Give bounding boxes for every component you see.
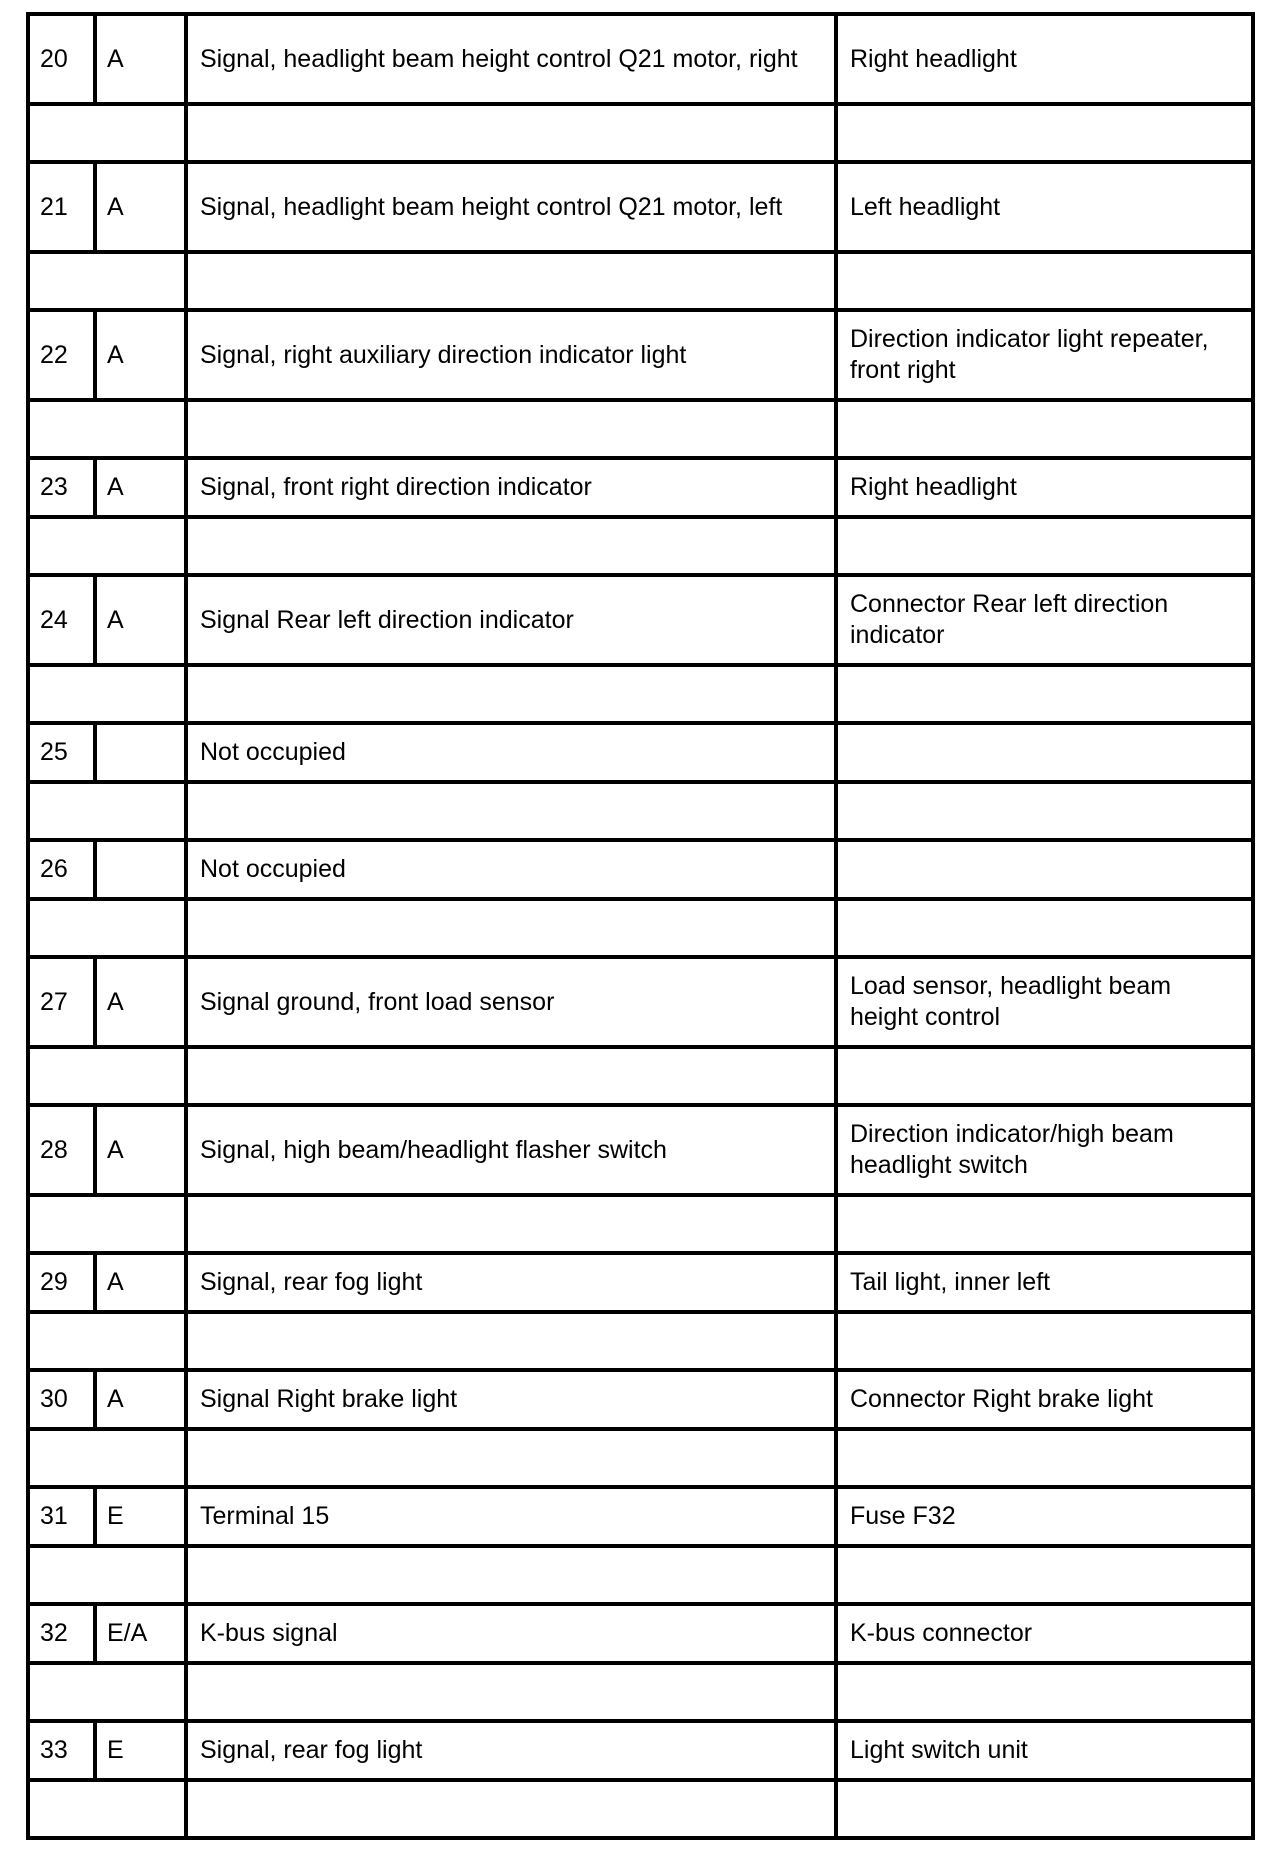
type-cell — [95, 723, 186, 782]
table-row — [28, 1487, 1253, 1546]
type-cell: A — [95, 575, 186, 665]
connection-cell: Connector Rear left direction indicator — [836, 575, 1253, 665]
description-cell: Signal, right auxiliary direction indicator light — [186, 310, 836, 400]
table-row — [28, 840, 1253, 899]
spacer-row — [28, 1546, 1253, 1604]
table-row — [28, 1370, 1253, 1429]
description-cell: Signal, rear fog light — [186, 1721, 836, 1780]
pin-cell: 27 — [28, 957, 95, 1047]
description-cell: Not occupied — [186, 840, 836, 899]
empty-cell — [28, 1312, 186, 1370]
spacer-row — [28, 104, 1253, 162]
spacer-row — [28, 400, 1253, 458]
empty-cell — [836, 1429, 1253, 1487]
pin-cell: 24 — [28, 575, 95, 665]
type-cell: A — [95, 1105, 186, 1195]
pin-cell: 30 — [28, 1370, 95, 1429]
connection-cell: Right headlight — [836, 14, 1253, 104]
spacer-row — [28, 665, 1253, 723]
spacer-row — [28, 899, 1253, 957]
empty-cell — [836, 782, 1253, 840]
type-cell: A — [95, 310, 186, 400]
connection-cell: K-bus connector — [836, 1604, 1253, 1663]
empty-cell — [836, 252, 1253, 310]
type-cell: A — [95, 458, 186, 517]
empty-cell — [186, 899, 836, 957]
table-row — [28, 1105, 1253, 1195]
type-cell: A — [95, 1370, 186, 1429]
empty-cell — [28, 899, 186, 957]
empty-cell — [186, 252, 836, 310]
pin-cell: 23 — [28, 458, 95, 517]
empty-cell — [28, 1195, 186, 1253]
spacer-row — [28, 1047, 1253, 1105]
connection-cell: Direction indicator/high beam headlight switch — [836, 1105, 1253, 1195]
empty-cell — [186, 1195, 836, 1253]
connection-cell — [836, 840, 1253, 899]
connection-cell — [836, 723, 1253, 782]
empty-cell — [186, 1429, 836, 1487]
type-cell: E — [95, 1721, 186, 1780]
empty-cell — [28, 1546, 186, 1604]
description-cell: Signal, rear fog light — [186, 1253, 836, 1312]
description-cell: Signal ground, front load sensor — [186, 957, 836, 1047]
spacer-row — [28, 1429, 1253, 1487]
connection-cell: Load sensor, headlight beam height control — [836, 957, 1253, 1047]
empty-cell — [186, 1780, 836, 1838]
table-row — [28, 957, 1253, 1047]
empty-cell — [28, 782, 186, 840]
empty-cell — [28, 400, 186, 458]
spacer-row — [28, 517, 1253, 575]
spacer-row — [28, 1195, 1253, 1253]
connection-cell: Left headlight — [836, 162, 1253, 252]
table-body — [28, 14, 1253, 1838]
type-cell: A — [95, 1253, 186, 1312]
empty-cell — [186, 1312, 836, 1370]
empty-cell — [836, 1047, 1253, 1105]
table-row — [28, 458, 1253, 517]
empty-cell — [186, 1546, 836, 1604]
pin-cell: 20 — [28, 14, 95, 104]
connection-cell: Connector Right brake light — [836, 1370, 1253, 1429]
empty-cell — [836, 1780, 1253, 1838]
empty-cell — [836, 1312, 1253, 1370]
empty-cell — [186, 517, 836, 575]
empty-cell — [836, 1195, 1253, 1253]
description-cell: Signal, headlight beam height control Q21 motor, left — [186, 162, 836, 252]
table-row — [28, 1253, 1253, 1312]
type-cell: A — [95, 957, 186, 1047]
description-cell: Signal Right brake light — [186, 1370, 836, 1429]
empty-cell — [836, 1663, 1253, 1721]
description-cell: Signal, high beam/headlight flasher switch — [186, 1105, 836, 1195]
table-row — [28, 1721, 1253, 1780]
pin-cell: 26 — [28, 840, 95, 899]
spacer-row — [28, 252, 1253, 310]
connection-cell: Right headlight — [836, 458, 1253, 517]
type-cell: A — [95, 162, 186, 252]
pin-cell: 28 — [28, 1105, 95, 1195]
connection-cell: Tail light, inner left — [836, 1253, 1253, 1312]
description-cell: Signal, front right direction indicator — [186, 458, 836, 517]
empty-cell — [836, 517, 1253, 575]
empty-cell — [836, 104, 1253, 162]
connection-cell: Light switch unit — [836, 1721, 1253, 1780]
empty-cell — [186, 400, 836, 458]
pin-assignment-table — [26, 12, 1255, 1840]
empty-cell — [28, 104, 186, 162]
pin-cell: 25 — [28, 723, 95, 782]
pin-cell: 21 — [28, 162, 95, 252]
description-cell: Signal Rear left direction indicator — [186, 575, 836, 665]
empty-cell — [186, 665, 836, 723]
empty-cell — [28, 1663, 186, 1721]
pin-cell: 31 — [28, 1487, 95, 1546]
empty-cell — [836, 665, 1253, 723]
empty-cell — [186, 104, 836, 162]
pin-cell: 33 — [28, 1721, 95, 1780]
empty-cell — [836, 1546, 1253, 1604]
table-row — [28, 723, 1253, 782]
empty-cell — [186, 1663, 836, 1721]
empty-cell — [186, 782, 836, 840]
pin-cell: 22 — [28, 310, 95, 400]
connection-cell: Direction indicator light repeater, front right — [836, 310, 1253, 400]
empty-cell — [836, 400, 1253, 458]
empty-cell — [186, 1047, 836, 1105]
table-row — [28, 1604, 1253, 1663]
spacer-row — [28, 1663, 1253, 1721]
table-row — [28, 575, 1253, 665]
type-cell: E — [95, 1487, 186, 1546]
spacer-row — [28, 782, 1253, 840]
empty-cell — [28, 1047, 186, 1105]
table-row — [28, 14, 1253, 104]
table-row — [28, 162, 1253, 252]
type-cell: A — [95, 14, 186, 104]
type-cell — [95, 840, 186, 899]
empty-cell — [28, 1429, 186, 1487]
type-cell: E/A — [95, 1604, 186, 1663]
description-cell: K-bus signal — [186, 1604, 836, 1663]
empty-cell — [28, 252, 186, 310]
empty-cell — [28, 517, 186, 575]
description-cell: Signal, headlight beam height control Q21 motor, right — [186, 14, 836, 104]
spacer-row — [28, 1312, 1253, 1370]
empty-cell — [28, 665, 186, 723]
empty-cell — [28, 1780, 186, 1838]
table-row — [28, 310, 1253, 400]
pin-cell: 29 — [28, 1253, 95, 1312]
spacer-row — [28, 1780, 1253, 1838]
empty-cell — [836, 899, 1253, 957]
connection-cell: Fuse F32 — [836, 1487, 1253, 1546]
description-cell: Not occupied — [186, 723, 836, 782]
pin-cell: 32 — [28, 1604, 95, 1663]
description-cell: Terminal 15 — [186, 1487, 836, 1546]
